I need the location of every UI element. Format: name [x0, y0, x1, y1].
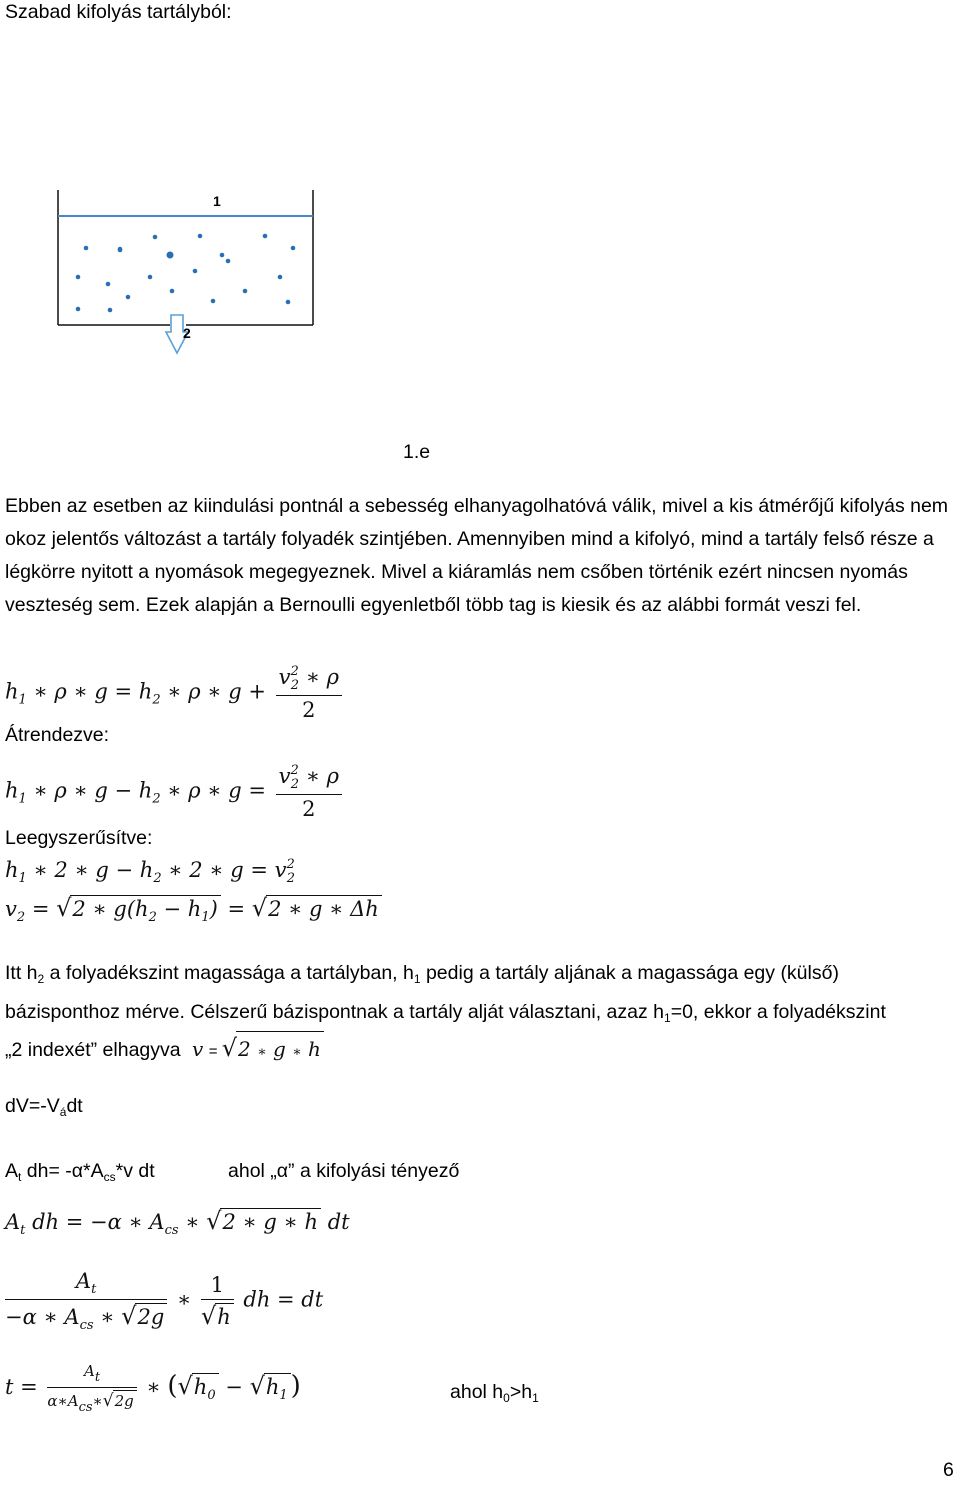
water-dot	[211, 299, 216, 304]
intro-paragraph: Ebben az esetben az kiindulási pontnál a sebesség elhanyagolhatóvá válik, mivel a kis átmérőjű kifolyás nem okoz jelentős változást a tartály folyadék szintjében. Amennyiben mind a kifolyó, mind a tartály felső része a légkörre nyitott a nyomások megegyeznek. Mivel a kiáramlás nem csőben történik ezért nincsen nyomás veszteség sem. Ezek alapján a Bernoulli egyenletből több tag is kiesik és az alábbi formát veszi fel.	[5, 495, 949, 616]
ahol-alpha: ahol „α” a kifolyási tényező	[228, 1160, 460, 1182]
ahol-h-condition: ahol $h_0>h_1$	[450, 1381, 539, 1405]
equation-simplified: $h_1$ ∗ 2 ∗ $g - h_2$ ∗ 2 ∗ $g = v^2_2$	[5, 857, 296, 886]
water-dot	[108, 308, 113, 313]
equation-differential: $A_t$ dh = −α ∗ $A_{cs}$ ∗ √2 ∗ g ∗ h dt	[5, 1207, 350, 1238]
page-heading: Szabad kifolyás tartályból:	[5, 1, 232, 23]
water-dot	[291, 246, 296, 251]
water-dot	[226, 259, 231, 264]
water-dot	[220, 253, 225, 258]
equation-bernoulli: $h_1$ ∗ ρ ∗ $g = h_2$ ∗ ρ ∗ g + $\frac{v^2_2 ∗ \rho}{2}$	[5, 664, 345, 722]
water-dot	[286, 300, 291, 305]
water-dot	[76, 307, 81, 312]
water-dot	[106, 282, 111, 287]
tank-figure	[50, 185, 325, 360]
itt-line3: „2 indexét” elhagyva v = √2 ∗ g ∗ h	[5, 1031, 324, 1069]
at-line: $A_t$ $dh= -\alpha*A_{cs}*v$ dt	[5, 1160, 155, 1184]
water-dot	[170, 289, 175, 294]
label-atrendezve: Átrendezve:	[5, 724, 110, 746]
figure-caption: 1.e	[403, 441, 431, 463]
dv-line: $dV=-V_ádt$	[5, 1095, 83, 1119]
water-dot	[148, 275, 153, 280]
tank-label-2: 2	[183, 325, 191, 341]
water-dot	[278, 275, 283, 280]
water-dot	[153, 235, 158, 240]
water-dot	[84, 246, 89, 251]
water-dot	[76, 275, 81, 280]
water-dot	[126, 295, 131, 300]
water-dot	[198, 234, 203, 239]
water-dot	[118, 247, 123, 252]
water-dot	[193, 269, 198, 274]
water-dot	[167, 252, 174, 259]
equation-rearranged: $h_1$ ∗ ρ ∗ $g - h_2$ ∗ ρ ∗ g = $\frac{v^2_2 ∗ \rho}{2}$	[5, 763, 345, 821]
equation-velocity: $v_2 = √2$ ∗ $g(h_2 - h_1) = √2$ ∗ g ∗ Δh	[5, 894, 382, 925]
equation-separated: $\frac{A_t}{-\alpha ∗ A_{cs} ∗ √2g}$ ∗ $\frac{1}{√h}$ dh = dt	[5, 1269, 324, 1333]
water-dot	[243, 289, 248, 294]
page-number: 6	[943, 1459, 954, 1481]
label-leegyszerusitve: Leegyszerűsítve:	[5, 827, 153, 849]
equation-time: t = $\frac{At}{\text{α∗Acs∗√2g}}$ ∗ ($√h_0 - √h_1$ )	[5, 1362, 301, 1415]
itt-paragraph: Itt $h_2$ a folyadékszint magassága a tartályban, $h_1$ pedig a tartály aljának a magassága egy (külső) bázisponthoz mérve. Célszerű bázispontnak a tartály alját választani, azaz $h_1=0$, ekkor a folyadékszint	[5, 962, 886, 1025]
water-dot	[263, 234, 268, 239]
tank-label-1: 1	[213, 193, 221, 209]
